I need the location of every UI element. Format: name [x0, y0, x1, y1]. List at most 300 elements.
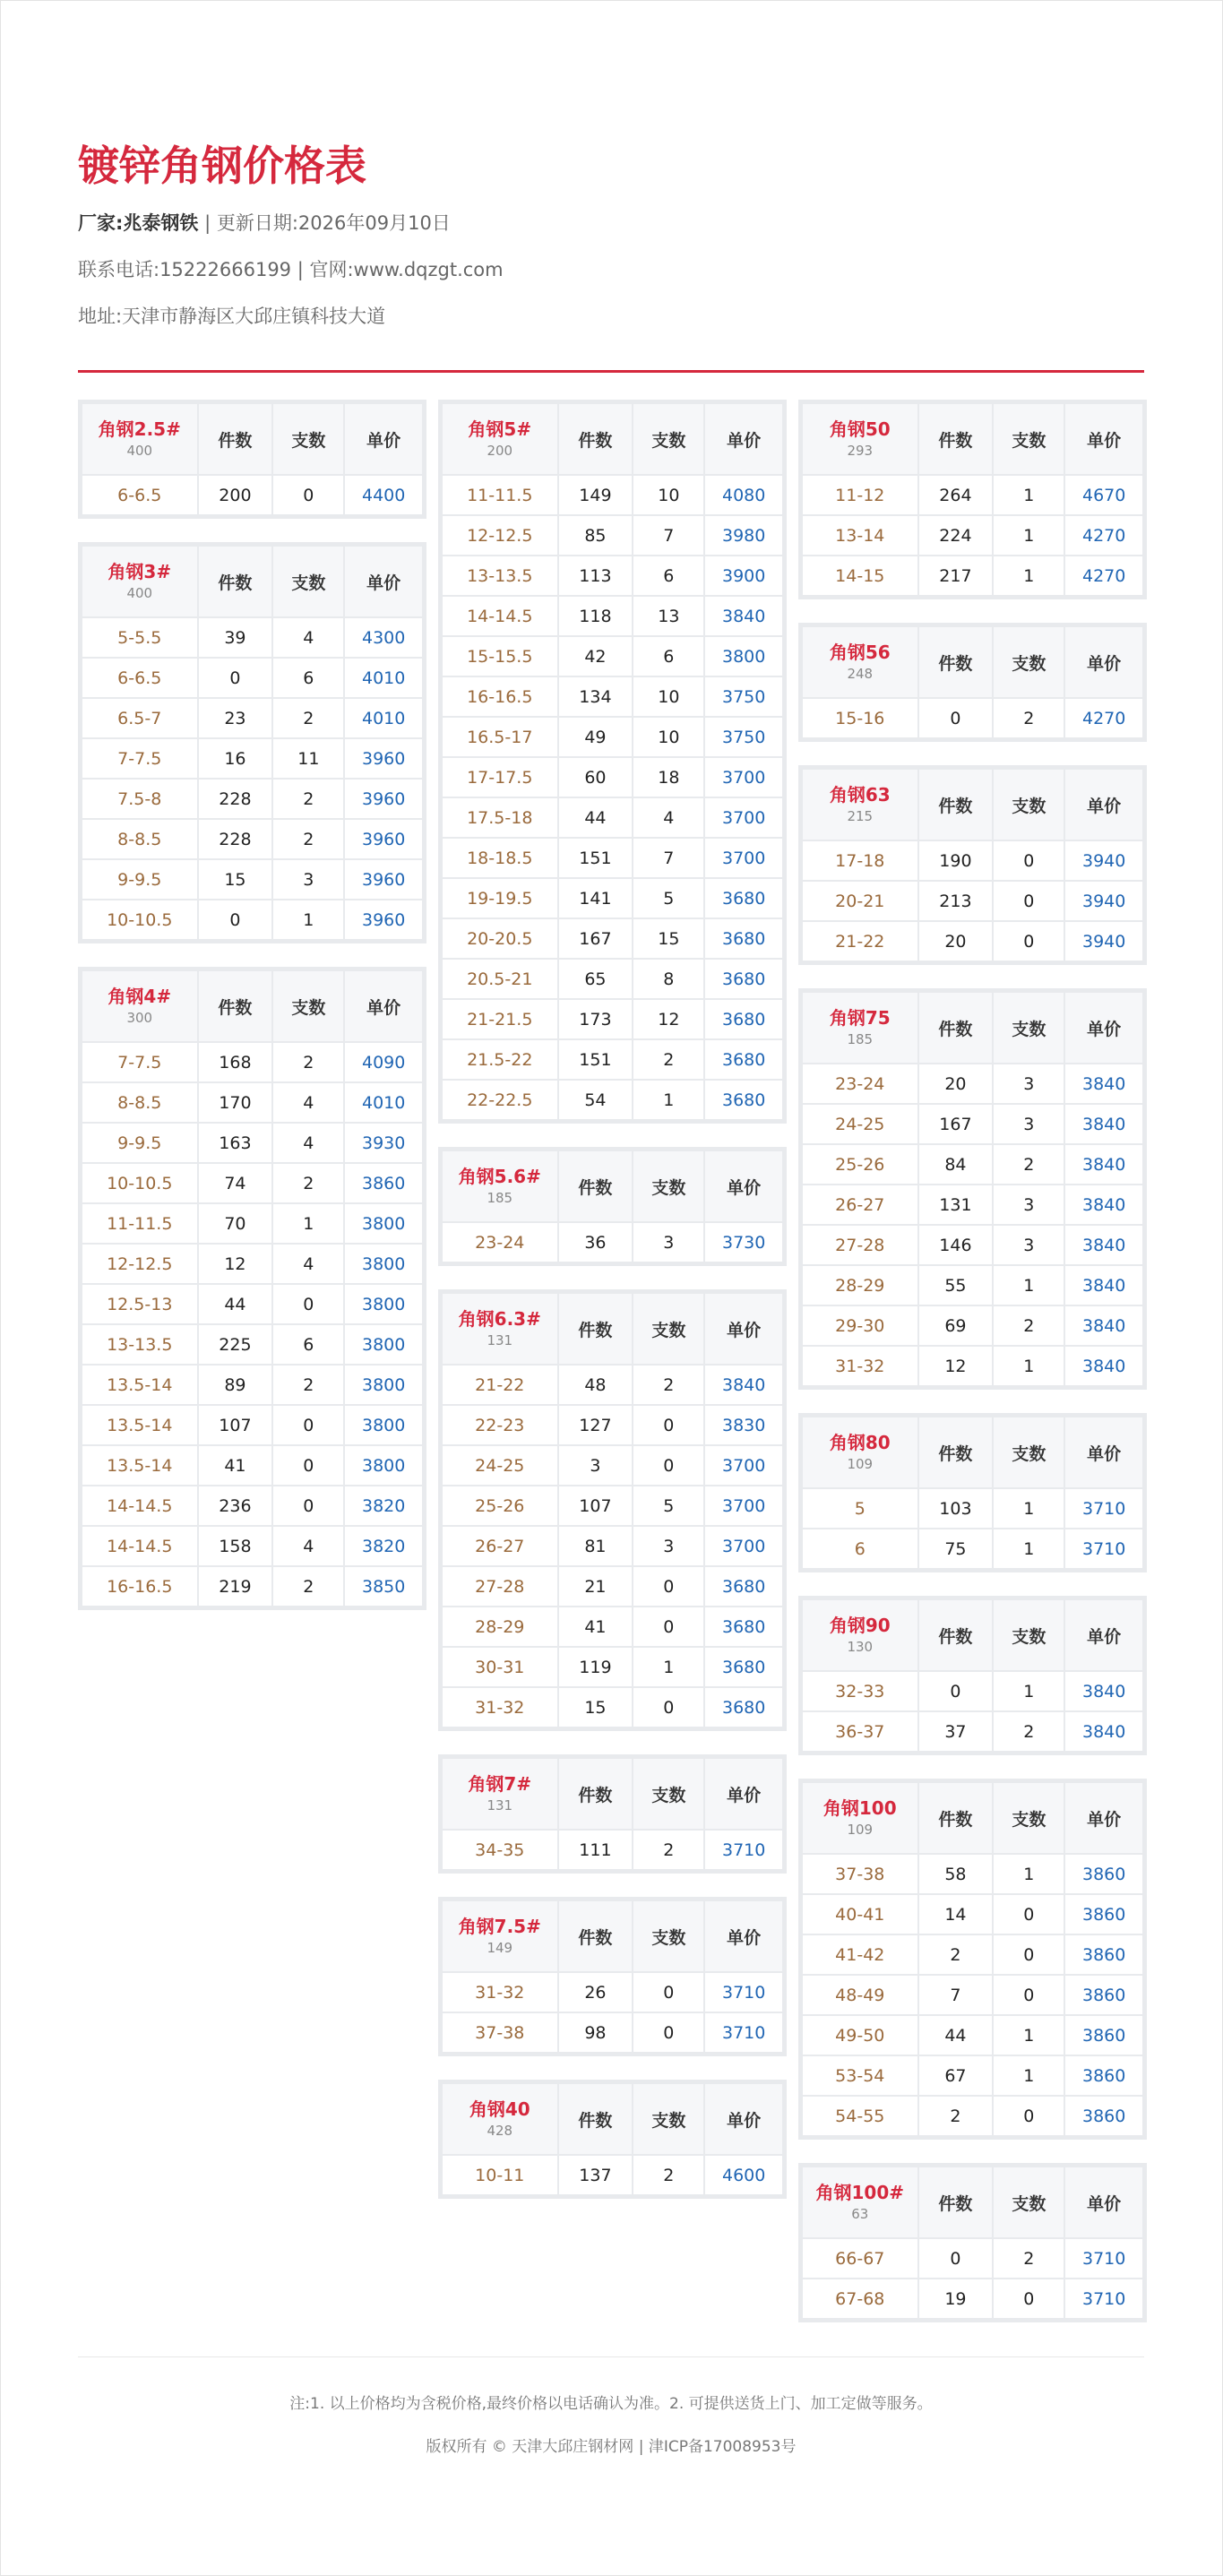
bundle-count: 0: [272, 1284, 344, 1324]
price-table-card: [438, 1754, 787, 1874]
table-row: [82, 1082, 423, 1123]
unit-price: 4270: [1064, 515, 1143, 556]
unit-price: 4010: [344, 698, 423, 738]
spec-total: 185: [487, 1190, 513, 1206]
size-range: 11-11.5: [82, 1203, 198, 1244]
spec-header: [442, 1293, 558, 1365]
piece-count: 158: [198, 1526, 273, 1566]
unit-price: 3930: [344, 1123, 423, 1163]
piece-count: 20: [918, 1064, 994, 1104]
spec-name: 角钢50: [829, 418, 891, 440]
size-range: 36-37: [802, 1711, 918, 1752]
count-header: 件数: [558, 1758, 633, 1830]
bundle-count: 3: [993, 1104, 1064, 1144]
bundle-count: 1: [993, 1488, 1064, 1529]
size-range: 20-20.5: [442, 918, 558, 959]
footer-copyright: 版权所有 © 天津大邱庄钢材网 | 津ICP备17008953号: [426, 2438, 797, 2456]
bundle-count: 2: [633, 2155, 704, 2195]
piece-count: 89: [198, 1365, 273, 1405]
bundle-count: 0: [993, 2279, 1064, 2319]
unit-price: 3680: [704, 1566, 783, 1607]
table-row: [82, 1405, 423, 1445]
count-header: 件数: [558, 1900, 633, 1972]
table-row: [802, 1854, 1143, 1894]
unit-price: 3800: [344, 1244, 423, 1284]
table-header-row: [802, 2167, 1143, 2238]
size-range: 16.5-17: [442, 717, 558, 757]
unit-price: 3830: [704, 1405, 783, 1445]
unit-price: 3840: [1064, 1104, 1143, 1144]
price-table-card: [798, 1413, 1147, 1572]
table-header-row: [802, 992, 1143, 1064]
piece-count: 190: [918, 840, 994, 881]
table-row: [802, 1144, 1143, 1185]
spec-name: 角钢63: [829, 784, 891, 806]
piece-count: 137: [558, 2155, 633, 2195]
size-range: 27-28: [442, 1566, 558, 1607]
bundle-count: 10: [633, 717, 704, 757]
size-range: 41-42: [802, 1934, 918, 1975]
size-range: 37-38: [442, 2012, 558, 2053]
count-header: 件数: [558, 403, 633, 475]
unit-price: 3840: [704, 596, 783, 636]
table-header-row: [802, 1599, 1143, 1671]
piece-count: 163: [198, 1123, 273, 1163]
size-range: 21-22: [802, 921, 918, 961]
size-range: 31-32: [442, 1972, 558, 2012]
piece-count: 36: [558, 1222, 633, 1262]
piece-count: 85: [558, 515, 633, 556]
bundle-count: 0: [272, 1486, 344, 1526]
bundle-count: 1: [272, 1203, 344, 1244]
price-header: 单价: [704, 2083, 783, 2155]
table-header-row: [442, 2083, 783, 2155]
unit-price: 3680: [704, 878, 783, 918]
piece-count: 146: [918, 1225, 994, 1265]
count-header: 件数: [198, 546, 273, 617]
bundle-count: 2: [272, 1163, 344, 1203]
bundle-count: 1: [993, 475, 1064, 515]
table-header-row: [442, 1900, 783, 1972]
size-range: 13.5-14: [82, 1445, 198, 1486]
size-range: 5-5.5: [82, 617, 198, 658]
unit-price: 3680: [704, 1080, 783, 1120]
table-header-row: [82, 546, 423, 617]
size-range: 29-30: [802, 1305, 918, 1346]
size-range: 19-19.5: [442, 878, 558, 918]
spec-header: [442, 403, 558, 475]
table-row: [82, 1445, 423, 1486]
bundle-count: 0: [272, 475, 344, 515]
size-range: 22-23: [442, 1405, 558, 1445]
size-range: 18-18.5: [442, 838, 558, 878]
size-range: 24-25: [802, 1104, 918, 1144]
unit-price: 3860: [344, 1163, 423, 1203]
unit-price: 3860: [1064, 1934, 1143, 1975]
bundle-count: 3: [993, 1185, 1064, 1225]
spec-total: 428: [487, 2123, 513, 2139]
bundle-count: 1: [993, 2055, 1064, 2096]
bundle-count: 1: [633, 1647, 704, 1687]
piece-count: 217: [918, 556, 994, 596]
size-range: 53-54: [802, 2055, 918, 2096]
table-header-row: [442, 1293, 783, 1365]
unit-price: 3700: [704, 757, 783, 797]
unit-price: 3750: [704, 717, 783, 757]
size-range: 27-28: [802, 1225, 918, 1265]
size-range: 21.5-22: [442, 1039, 558, 1080]
header-divider: [78, 370, 1144, 373]
price-table: [801, 991, 1144, 1387]
unit-price: 3710: [704, 1972, 783, 2012]
bundle-count: 1: [993, 2015, 1064, 2055]
unit-price: 4270: [1064, 556, 1143, 596]
table-header-row: [442, 1150, 783, 1222]
table-row: [802, 1104, 1143, 1144]
size-range: 31-32: [442, 1687, 558, 1727]
piece-count: 0: [918, 698, 994, 738]
bundle-count: 8: [633, 959, 704, 999]
piece-count: 49: [558, 717, 633, 757]
bundles-header: 支数: [633, 1758, 704, 1830]
spec-total: 63: [851, 2206, 869, 2222]
unit-price: 3800: [704, 636, 783, 676]
piece-count: 225: [198, 1324, 273, 1365]
unit-price: 3840: [1064, 1144, 1143, 1185]
table-row: [442, 1687, 783, 1727]
table-row: [442, 1526, 783, 1566]
bundle-count: 0: [993, 1975, 1064, 2015]
table-row: [802, 1346, 1143, 1386]
bundle-count: 4: [272, 1526, 344, 1566]
piece-count: 173: [558, 999, 633, 1039]
piece-count: 12: [198, 1244, 273, 1284]
bundle-count: 4: [633, 797, 704, 838]
bundles-header: 支数: [993, 1782, 1064, 1854]
size-range: 21-22: [442, 1365, 558, 1405]
piece-count: 167: [918, 1104, 994, 1144]
table-row: [802, 698, 1143, 738]
bundle-count: 2: [633, 1365, 704, 1405]
table-row: [442, 2012, 783, 2053]
bundles-header: 支数: [633, 1293, 704, 1365]
table-row: [82, 779, 423, 819]
bundle-count: 2: [993, 1305, 1064, 1346]
price-table-card: [78, 400, 426, 519]
table-row: [442, 515, 783, 556]
price-header: 单价: [1064, 2167, 1143, 2238]
table-row: [442, 1222, 783, 1262]
price-table-card: [438, 400, 787, 1124]
table-header-row: [82, 403, 423, 475]
unit-price: 3800: [344, 1445, 423, 1486]
piece-count: 55: [918, 1265, 994, 1305]
bundle-count: 1: [993, 1529, 1064, 1569]
spec-header: [802, 992, 918, 1064]
bundle-count: 0: [272, 1445, 344, 1486]
bundle-count: 13: [633, 596, 704, 636]
piece-count: 3: [558, 1445, 633, 1486]
size-range: 13-13.5: [82, 1324, 198, 1365]
unit-price: 3980: [704, 515, 783, 556]
spec-total: 293: [847, 443, 874, 459]
unit-price: 3700: [704, 838, 783, 878]
size-range: 11-12: [802, 475, 918, 515]
unit-price: 3710: [704, 2012, 783, 2053]
piece-count: 74: [198, 1163, 273, 1203]
size-range: 17-17.5: [442, 757, 558, 797]
table-row: [442, 2155, 783, 2195]
bundle-count: 0: [633, 2012, 704, 2053]
size-range: 23-24: [442, 1222, 558, 1262]
price-table: [81, 545, 424, 941]
bundle-count: 2: [272, 1365, 344, 1405]
unit-price: 3940: [1064, 881, 1143, 921]
table-row: [802, 1064, 1143, 1104]
unit-price: 3860: [1064, 2055, 1143, 2096]
piece-count: 48: [558, 1365, 633, 1405]
table-row: [82, 859, 423, 900]
table-row: [802, 2055, 1143, 2096]
price-table-card: [798, 1779, 1147, 2140]
unit-price: 3680: [704, 1039, 783, 1080]
price-table: [441, 1757, 784, 1871]
table-row: [82, 1566, 423, 1607]
table-row: [442, 838, 783, 878]
price-table: [801, 768, 1144, 962]
table-row: [82, 738, 423, 779]
price-table-card: [438, 1289, 787, 1731]
size-range: 11-11.5: [442, 475, 558, 515]
bundles-header: 支数: [272, 546, 344, 617]
price-header: 单价: [1064, 1782, 1143, 1854]
unit-price: 4270: [1064, 698, 1143, 738]
unit-price: 3960: [344, 900, 423, 940]
bundle-count: 2: [633, 1039, 704, 1080]
unit-price: 3840: [704, 1365, 783, 1405]
size-range: 17.5-18: [442, 797, 558, 838]
size-range: 21-21.5: [442, 999, 558, 1039]
bundle-count: 3: [633, 1222, 704, 1262]
bundle-count: 4: [272, 1123, 344, 1163]
price-table: [441, 1900, 784, 2054]
spec-header: [82, 546, 198, 617]
price-header: 单价: [704, 403, 783, 475]
table-row: [802, 921, 1143, 961]
piece-count: 44: [198, 1284, 273, 1324]
piece-count: 2: [918, 1934, 994, 1975]
count-header: 件数: [198, 970, 273, 1042]
table-header-row: [442, 403, 783, 475]
unit-price: 3840: [1064, 1305, 1143, 1346]
bundle-count: 7: [633, 515, 704, 556]
table-header-row: [802, 403, 1143, 475]
bundle-count: 3: [993, 1064, 1064, 1104]
unit-price: 3820: [344, 1486, 423, 1526]
table-row: [442, 636, 783, 676]
bundle-count: 7: [633, 838, 704, 878]
unit-price: 3840: [1064, 1064, 1143, 1104]
spec-name: 角钢90: [829, 1615, 891, 1636]
price-header: 单价: [704, 1293, 783, 1365]
size-range: 14-14.5: [82, 1486, 198, 1526]
bundle-count: 1: [993, 1671, 1064, 1711]
table-row: [82, 1324, 423, 1365]
table-row: [442, 1445, 783, 1486]
size-range: 20-21: [802, 881, 918, 921]
unit-price: 3700: [704, 1526, 783, 1566]
spec-name: 角钢80: [829, 1432, 891, 1453]
bundle-count: 2: [272, 779, 344, 819]
spec-total: 109: [847, 1822, 874, 1838]
bundles-header: 支数: [633, 403, 704, 475]
piece-count: 151: [558, 838, 633, 878]
piece-count: 228: [198, 819, 273, 859]
size-range: 13.5-14: [82, 1405, 198, 1445]
unit-price: 3840: [1064, 1711, 1143, 1752]
bundles-header: 支数: [993, 992, 1064, 1064]
size-range: 13-13.5: [442, 556, 558, 596]
piece-count: 200: [198, 475, 273, 515]
piece-count: 107: [198, 1405, 273, 1445]
unit-price: 3680: [704, 1607, 783, 1647]
table-row: [802, 1975, 1143, 2015]
price-table-card: [78, 542, 426, 943]
table-header-row: [802, 1417, 1143, 1488]
spec-header: [802, 1599, 918, 1671]
bundle-count: 11: [272, 738, 344, 779]
table-row: [802, 2096, 1143, 2136]
spec-total: 200: [487, 443, 513, 459]
piece-count: 81: [558, 1526, 633, 1566]
piece-count: 219: [198, 1566, 273, 1607]
spec-total: 149: [487, 1940, 513, 1956]
piece-count: 131: [918, 1185, 994, 1225]
piece-count: 264: [918, 475, 994, 515]
size-range: 32-33: [802, 1671, 918, 1711]
bundle-count: 4: [272, 1244, 344, 1284]
price-header: 单价: [704, 1758, 783, 1830]
price-table-card: [438, 2080, 787, 2199]
piece-count: 111: [558, 1830, 633, 1870]
unit-price: 3800: [344, 1203, 423, 1244]
bundle-count: 4: [272, 617, 344, 658]
table-row: [82, 1244, 423, 1284]
table-row: [802, 840, 1143, 881]
table-row: [82, 698, 423, 738]
spec-name: 角钢3#: [108, 561, 172, 582]
address-line: 地址:天津市静海区大邱庄镇科技大道: [78, 306, 386, 327]
piece-count: 12: [918, 1346, 994, 1386]
bundle-count: 4: [272, 1082, 344, 1123]
size-range: 26-27: [802, 1185, 918, 1225]
spec-header: [442, 1150, 558, 1222]
piece-count: 119: [558, 1647, 633, 1687]
unit-price: 3750: [704, 676, 783, 717]
table-row: [802, 1934, 1143, 1975]
bundle-count: 6: [272, 658, 344, 698]
count-header: 件数: [558, 2083, 633, 2155]
size-range: 66-67: [802, 2238, 918, 2279]
bundle-count: 2: [993, 2238, 1064, 2279]
spec-name: 角钢2.5#: [98, 418, 181, 440]
size-range: 8-8.5: [82, 819, 198, 859]
bundle-count: 5: [633, 878, 704, 918]
count-header: 件数: [918, 1782, 994, 1854]
unit-price: 3860: [1064, 2096, 1143, 2136]
table-row: [802, 1265, 1143, 1305]
table-row: [802, 2015, 1143, 2055]
piece-count: 19: [918, 2279, 994, 2319]
piece-count: 20: [918, 921, 994, 961]
unit-price: 3800: [344, 1284, 423, 1324]
price-column-2: [438, 400, 787, 2222]
size-range: 28-29: [442, 1607, 558, 1647]
bundle-count: 10: [633, 475, 704, 515]
spec-name: 角钢4#: [108, 986, 172, 1007]
table-row: [82, 1365, 423, 1405]
piece-count: 0: [918, 2238, 994, 2279]
piece-count: 168: [198, 1042, 273, 1082]
piece-count: 37: [918, 1711, 994, 1752]
table-row: [442, 959, 783, 999]
size-range: 15-16: [802, 698, 918, 738]
bundle-count: 1: [993, 1346, 1064, 1386]
price-column-1: [78, 400, 426, 1633]
table-row: [82, 1042, 423, 1082]
unit-price: 3860: [1064, 1975, 1143, 2015]
price-column-3: [798, 400, 1147, 2346]
unit-price: 3710: [704, 1830, 783, 1870]
table-row: [442, 1830, 783, 1870]
spec-header: [82, 403, 198, 475]
piece-count: 16: [198, 738, 273, 779]
table-row: [442, 1972, 783, 2012]
table-row: [442, 1486, 783, 1526]
price-table: [81, 402, 424, 516]
price-table: [441, 1150, 784, 1263]
piece-count: 14: [918, 1894, 994, 1934]
unit-price: 3730: [704, 1222, 783, 1262]
piece-count: 0: [918, 1671, 994, 1711]
table-row: [442, 878, 783, 918]
price-table-card: [798, 765, 1147, 965]
unit-price: 3680: [704, 1687, 783, 1727]
size-range: 13-14: [802, 515, 918, 556]
table-row: [802, 1185, 1143, 1225]
price-header: 单价: [1064, 403, 1143, 475]
bundle-count: 0: [993, 1934, 1064, 1975]
bundle-count: 0: [633, 1445, 704, 1486]
size-range: 13.5-14: [82, 1365, 198, 1405]
table-row: [442, 1647, 783, 1687]
bundle-count: 2: [633, 1830, 704, 1870]
unit-price: 3680: [704, 999, 783, 1039]
bundle-count: 0: [633, 1607, 704, 1647]
unit-price: 4600: [704, 2155, 783, 2195]
size-range: 12.5-13: [82, 1284, 198, 1324]
unit-price: 3800: [344, 1324, 423, 1365]
bundle-count: 2: [993, 1144, 1064, 1185]
bundle-count: 3: [272, 859, 344, 900]
bundle-count: 1: [272, 900, 344, 940]
price-table-card: [798, 2163, 1147, 2322]
piece-count: 67: [918, 2055, 994, 2096]
table-row: [442, 1566, 783, 1607]
count-header: 件数: [918, 769, 994, 840]
size-range: 25-26: [442, 1486, 558, 1526]
spec-header: [442, 1758, 558, 1830]
